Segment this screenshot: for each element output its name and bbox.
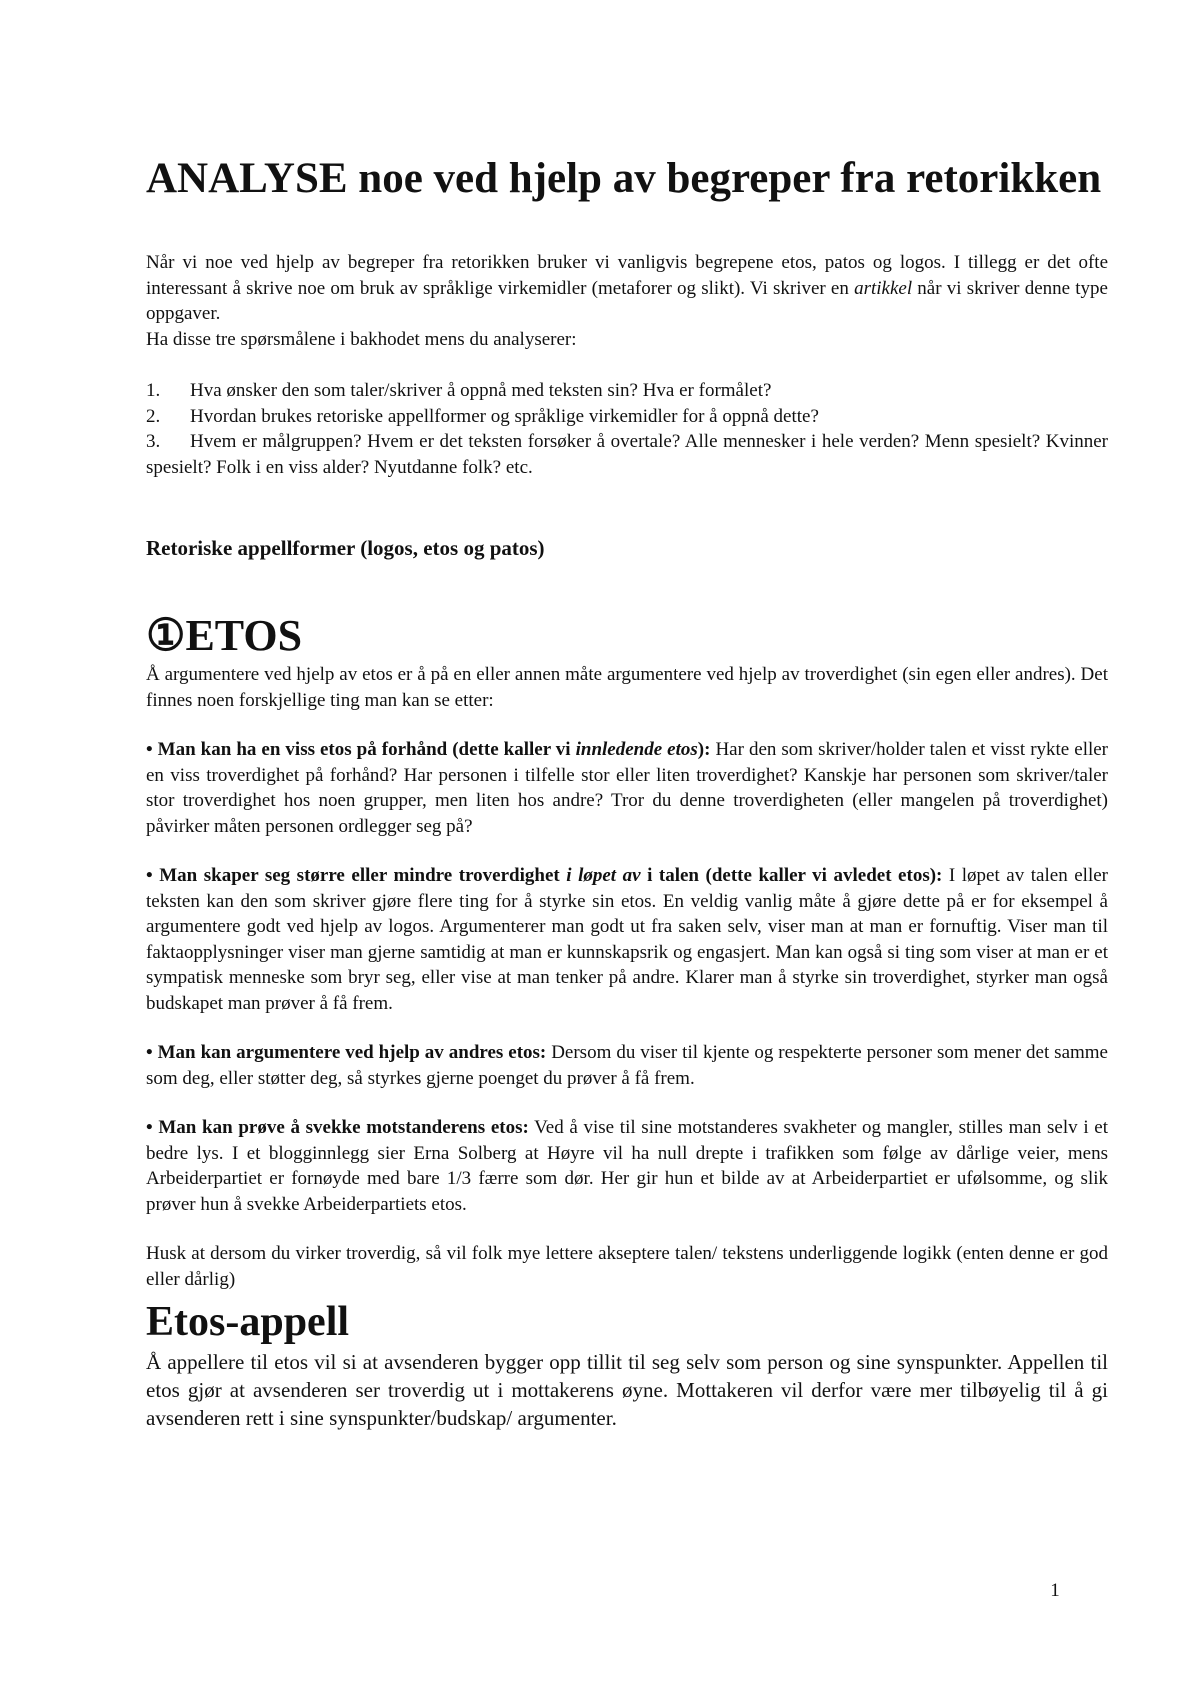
etos-point-lead-text: • Man kan argumentere ved hjelp av andres etos: [146, 1042, 547, 1063]
etos-point [146, 863, 1108, 1016]
etos-heading: ①ETOS [146, 611, 303, 660]
etos-point-body: I løpet av talen eller teksten kan den som skriver gjøre flere ting for å styrke sin etos. En veldig vanlig måte å gjøre dette på er for eksempel å argumentere godt ved hjelp av logos. Argumenterer man godt ut fra saken selv, viser man at man er fornuftig. Viser man til faktaopplysninger viser man gjerne samtidig at man er kunnskapsrik og engasjert. Man kan også si ting som viser at man er et sympatisk menneske som bryr seg, eller vise at man tenker på andre. Klarer man å styrke sin troverdighet, styrker man også budskapet man prøver å få frem. [146, 865, 1108, 1014]
document-body [146, 150, 1108, 1432]
question-item [146, 429, 1108, 480]
etos-point-lead-text: • Man kan prøve å svekke motstanderens etos: [146, 1117, 529, 1138]
question-number: 3. [146, 431, 161, 452]
appell-heading: Etos-appell [146, 1299, 350, 1345]
question-number: 1. [146, 380, 161, 401]
intro-emphasis: artikkel [854, 277, 913, 299]
etos-point-lead-tail: i talen (dette kaller vi avledet etos): [640, 865, 943, 886]
etos-intro: Å argumentere ved hjelp av etos er å på en eller annen måte argumentere ved hjelp av troverdighet (sin egen eller andres). Det finnes noen forskjellige ting man kan se etter: [146, 664, 1108, 711]
question-item [146, 378, 1108, 404]
document-title: ANALYSE noe ved hjelp av begreper fra retorikken [146, 155, 1102, 202]
etos-point-lead-emphasis: i løpet av [566, 865, 641, 886]
appell-text: Å appellere til etos vil si at avsenderen bygger opp tillit til seg selv som person og sine synspunkter. Appellen til etos gjør at avsenderen ser troverdig ut i mottakerens øyne. Mottakeren vil derfor være mer tilbøyelig til å gi avsenderen rett i sine synspunkter/budskap/ argumenter. [146, 1350, 1108, 1430]
etos-point-lead-text: • Man skaper seg større eller mindre troverdighet [146, 865, 567, 886]
etos-point-lead [146, 1042, 546, 1063]
intro-questions-lead: Ha disse tre spørsmålene i bakhodet mens du analyserer: [146, 328, 577, 350]
intro-text-b: når vi skriver denne type oppgaver. [146, 277, 1108, 324]
etos-point [146, 1040, 1108, 1091]
etos-point-body: Dersom du viser til kjente og respekterte personer som mener det samme som deg, eller støtter deg, så styrkes gjerne poenget du prøver å få frem. [146, 1042, 1108, 1089]
etos-point-body: Har den som skriver/holder talen et visst rykte eller en viss troverdighet på forhånd? Har personen i tilfelle stor eller liten troverdighet? Kanskje har personen som skriver/taler stor troverdighet hos noen grupper, men liten hos andre? Tror du denne troverdigheten (eller mangelen på troverdighet) påvirker måten personen ordlegger seg på? [146, 739, 1109, 837]
question-text: Hvordan brukes retoriske appellformer og språklige virkemidler for å oppnå dette? [190, 405, 819, 427]
etos-point [146, 1115, 1108, 1217]
etos-point [146, 737, 1108, 839]
question-number: 2. [146, 405, 161, 427]
section-heading: Retoriske appellformer (logos, etos og patos) [146, 536, 545, 560]
question-text: Hvem er målgruppen? Hvem er det teksten forsøker å overtale? Alle mennesker i hele verden? Menn spesielt? Kvinner spesielt? Folk i en viss alder? Nyutdanne folk? etc. [146, 431, 1108, 478]
etos-point-body: Ved å vise til sine motstanderes svakheter og mangler, stilles man selv i et bedre lys. I et blogginnlegg sier Erna Solberg at Høyre vil ha null drepte i trafikken som følge av dårlige veier, mens Arbeiderpartiet er fornøyde med bare 1/3 færre som dør. Her gir hun et bilde av at Arbeiderpartiet er ufølsomme, og slik prøver hun å svekke Arbeiderpartiets etos. [146, 1117, 1108, 1215]
etos-point-lead [146, 865, 942, 886]
etos-point-lead-text: • Man kan ha en viss etos på forhånd (dette kaller vi [146, 739, 576, 760]
etos-point-lead [146, 1117, 529, 1138]
page-number: 1 [1050, 1580, 1060, 1601]
etos-point-lead [146, 739, 710, 760]
question-text: Hva ønsker den som taler/skriver å oppnå med teksten sin? Hva er formålet? [190, 380, 772, 401]
question-item [146, 404, 1108, 430]
intro-paragraph [146, 250, 1108, 327]
question-list [146, 378, 1108, 480]
etos-point-lead-tail: ): [697, 739, 711, 760]
etos-point-lead-emphasis: innledende etos [575, 739, 698, 760]
etos-closing: Husk at dersom du virker troverdig, så vil folk mye lettere akseptere talen/ tekstens underliggende logikk (enten denne er god eller dårlig) [146, 1243, 1108, 1290]
intro-text-a: Når vi noe ved hjelp av begreper fra retorikken bruker vi vanligvis begrepene etos, patos og logos. I tillegg er det ofte interessant å skrive noe om bruk av språklige virkemidler (metaforer og slikt). Vi skriver en [146, 252, 1108, 299]
